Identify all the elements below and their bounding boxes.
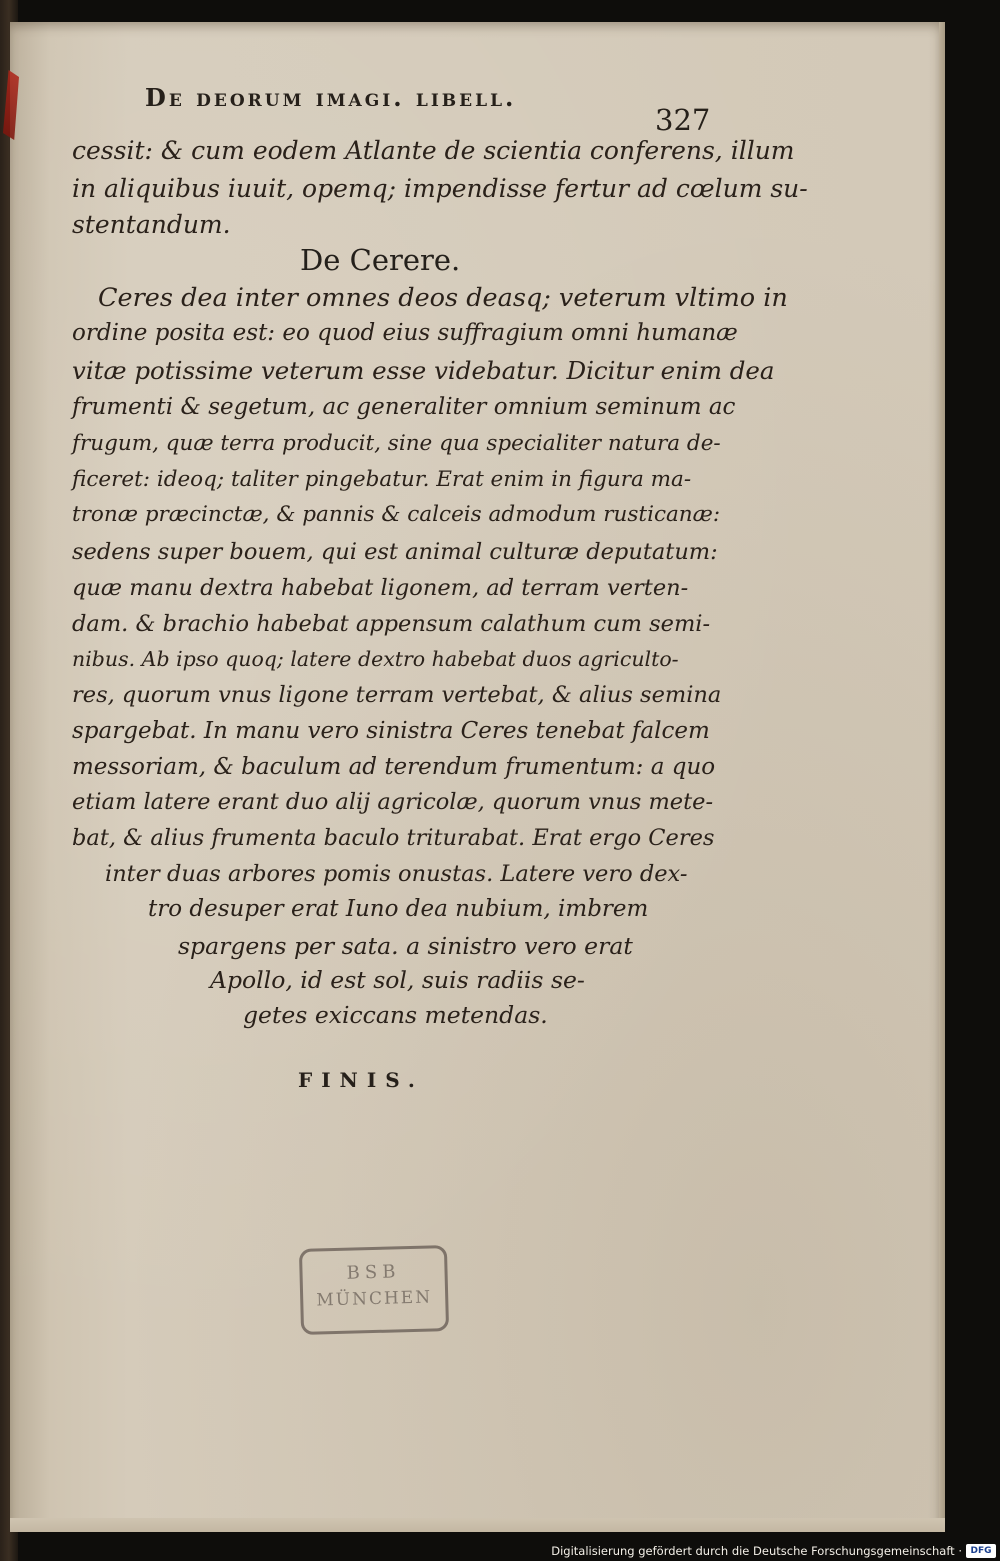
- text-line: tronæ præcinctæ, & pannis & calceis admodum rusticanæ:: [72, 502, 721, 527]
- text-line: tro desuper erat Iuno dea nubium, imbrem: [148, 896, 649, 922]
- text-line: stentandum.: [72, 210, 231, 239]
- text-line: Apollo, id est sol, suis radiis se-: [210, 966, 585, 994]
- text-line: dam. & brachio habebat appensum calathum cum semi-: [72, 611, 711, 637]
- text-line: inter duas arbores pomis onustas. Latere vero dex-: [105, 861, 688, 887]
- text-line: Ceres dea inter omnes deos deasq; veterum vltimo in: [98, 283, 788, 313]
- text-line: quæ manu dextra habebat ligonem, ad terram verten-: [72, 575, 689, 601]
- text-line: spargebat. In manu vero sinistra Ceres tenebat falcem: [72, 718, 710, 744]
- text-line: frugum, quæ terra producit, sine qua specialiter natura de-: [72, 431, 721, 456]
- text-line: frumenti & segetum, ac generaliter omnium seminum ac: [72, 394, 736, 420]
- text-line: bat, & alius frumenta baculo triturabat. Erat ergo Ceres: [72, 825, 715, 851]
- text-line: ordine posita est: eo quod eius suffragium omni humanæ: [72, 320, 738, 346]
- text-line: etiam latere erant duo alij agricolæ, quorum vnus mete-: [72, 789, 714, 815]
- text-line: spargens per sata. a sinistro vero erat: [178, 932, 633, 960]
- page-edge: [939, 22, 945, 1532]
- page-edge-bottom: [10, 1518, 945, 1532]
- text-line: res, quorum vnus ligone terram vertebat, & alius semina: [72, 682, 722, 708]
- text-line: cessit: & cum eodem Atlante de scientia conferens, illum: [72, 136, 795, 165]
- finis-mark: FINIS.: [298, 1068, 424, 1092]
- library-stamp: [299, 1245, 449, 1335]
- text-line: sedens super bouem, qui est animal culturæ deputatum:: [72, 539, 718, 565]
- digitization-credit: Digitalisierung gefördert durch die Deutsche Forschungsgemeinschaft ·: [551, 1544, 962, 1558]
- page-number: 327: [655, 103, 711, 137]
- running-head: De deorum imagi. libell.: [145, 83, 517, 112]
- section-heading: De Cerere.: [300, 243, 461, 277]
- text-line: nibus. Ab ipso quoq; latere dextro habebat duos agriculto-: [72, 647, 679, 671]
- text-line: vitæ potissime veterum esse videbatur. Dicitur enim dea: [72, 356, 775, 385]
- text-line: messoriam, & baculum ad terendum frumentum: a quo: [72, 754, 716, 780]
- stamp-line: MÜNCHEN: [316, 1287, 433, 1311]
- text-line: in aliquibus iuuit, opemq; impendisse fertur ad cœlum su-: [72, 174, 808, 203]
- stamp-line: BSB: [346, 1261, 401, 1284]
- dfg-logo: DFG: [966, 1544, 996, 1558]
- text-line: ficeret: ideoq; taliter pingebatur. Erat enim in figura ma-: [72, 467, 692, 492]
- text-line: getes exiccans metendas.: [243, 1001, 548, 1029]
